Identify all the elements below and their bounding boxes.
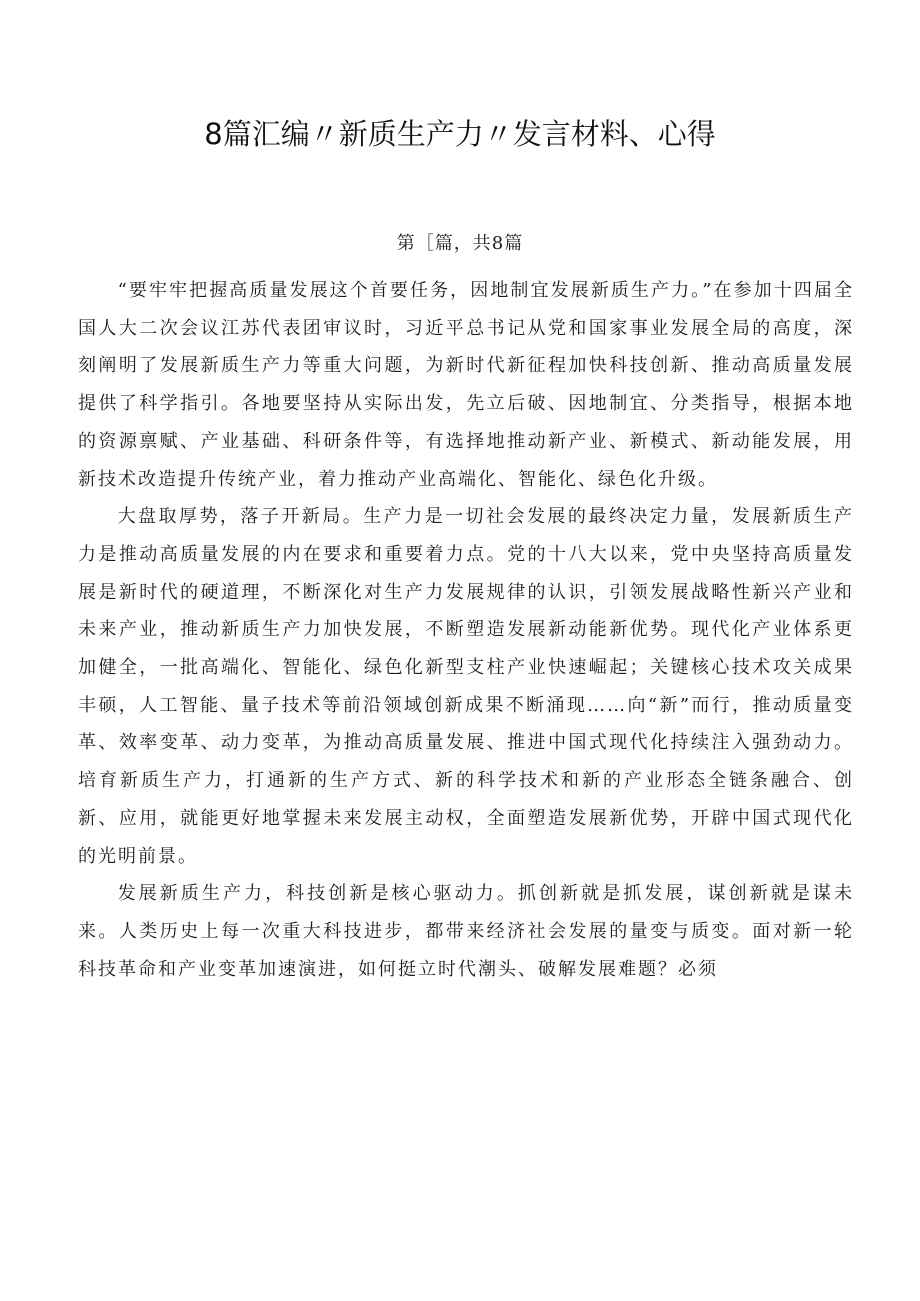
paragraph: “要牢牢把握高质量发展这个首要任务，因地制宜发展新质生产力。”在参加十四届全国人大二次会议江苏代表团审议时，习近平总书记从党和国家事业发展全局的高度，深刻阐明了发展新质生产力等重大问题，为新时代新征程加快科技创新、推动高质量发展提供了科学指引。各地要坚持从实际出发，先立后破、因地制宜、分类指导，根据本地的资源禀赋、产业基础、科研条件等，有选择地推动新产业、新模式、新动能发展，用新技术改造提升传统产业，着力推动产业高端化、智能化、绿色化升级。 bbox=[78, 280, 854, 490]
document-body bbox=[78, 272, 854, 988]
paragraph: 发展新质生产力，科技创新是核心驱动力。抓创新就是抓发展，谋创新就是谋未来。人类历史上每一次重大科技进步，都带来经济社会发展的量变与质变。面对新一轮科技革命和产业变革加速演进，如何挺立时代潮头、破解发展难题？必须 bbox=[78, 883, 854, 980]
section-heading: 第［篇，共8篇 bbox=[396, 233, 524, 254]
paragraph: 大盘取厚势，落子开新局。生产力是一切社会发展的最终决定力量，发展新质生产力是推动高质量发展的内在要求和重要着力点。党的十八大以来，党中央坚持高质量发展是新时代的硬道理，不断深化对生产力发展规律的认识，引领发展战略性新兴产业和未来产业，推动新质生产力加快发展，不断塑造发展新动能新优势。现代化产业体系更加健全，一批高端化、智能化、绿色化新型支柱产业快速崛起；关键核心技术攻关成果丰硕，人工智能、量子技术等前沿领域创新成果不断涌现……向“新”而行，推动质量变革、效率变革、动力变革，为推动高质量发展、推进中国式现代化持续注入强劲动力。培育新质生产力，打通新的生产方式、新的科学技术和新的产业形态全链条融合、创新、应用，就能更好地掌握未来发展主动权，全面塑造发展新优势，开辟中国式现代化的光明前景。 bbox=[78, 506, 854, 867]
document-title: 8篇汇编〃新质生产力〃发言材料、心得 bbox=[204, 117, 716, 151]
